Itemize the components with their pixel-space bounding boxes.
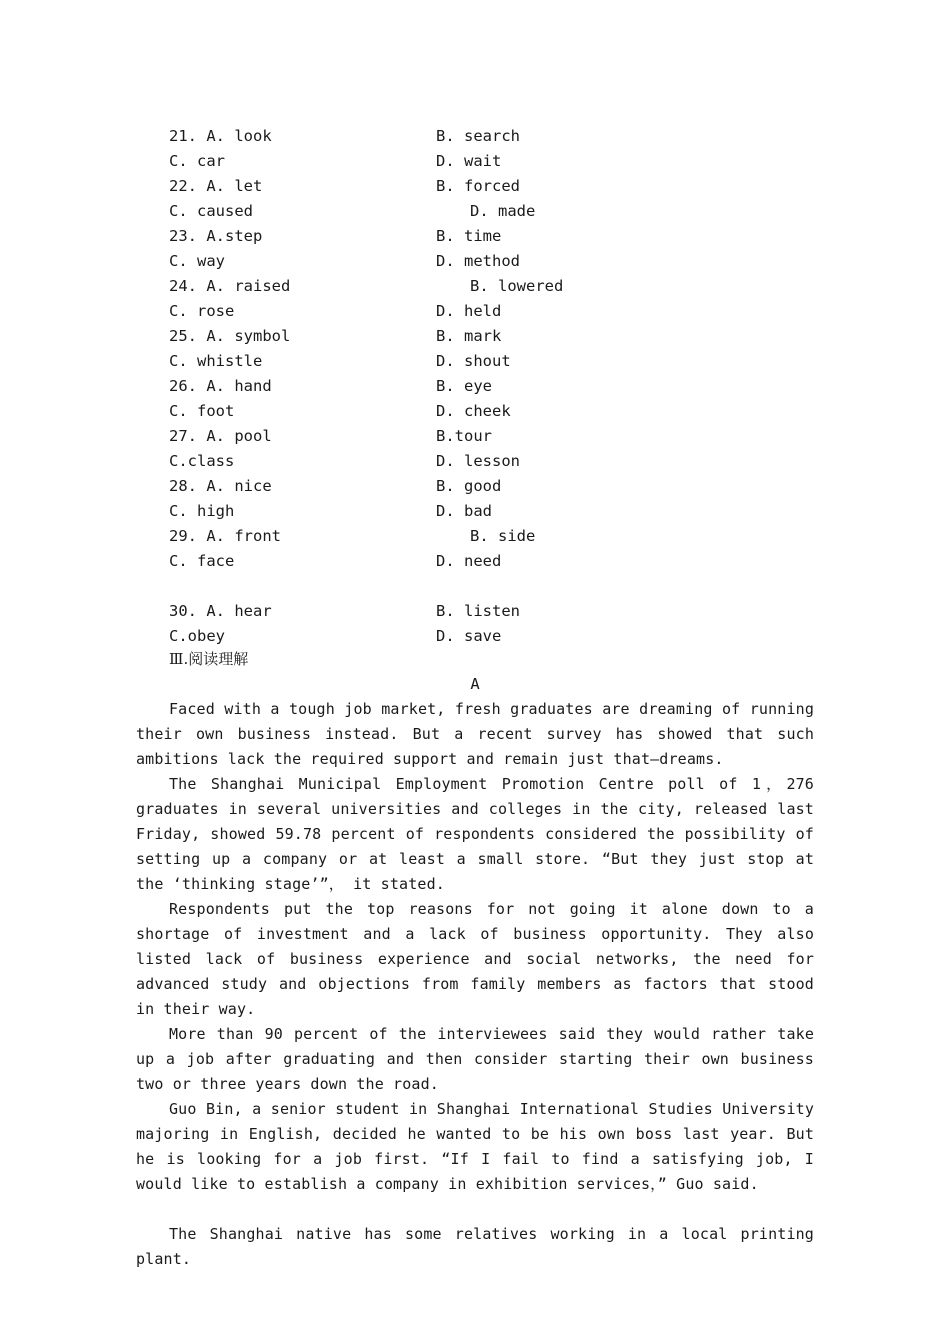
option-row [169, 224, 829, 249]
option-row [169, 624, 829, 649]
option-row [169, 349, 829, 374]
option-left: 27. A. pool [169, 427, 272, 445]
section-heading: Ⅲ.阅读理解 [169, 650, 249, 668]
option-right: B. lowered [470, 277, 564, 295]
passage-paragraph: The Shanghai native has some relatives working in a local printing plant. [136, 1225, 814, 1268]
option-row [169, 474, 829, 499]
option-row [169, 499, 829, 524]
option-left: 29. A. front [169, 527, 281, 545]
option-right: B. forced [436, 177, 520, 195]
option-left: C.class [169, 452, 235, 470]
option-left: C. rose [169, 302, 235, 320]
option-row [169, 174, 829, 199]
option-right: D. save [436, 627, 502, 645]
option-left: C. car [169, 152, 225, 170]
option-right: B. good [436, 477, 502, 495]
option-row [169, 449, 829, 474]
option-left: 26. A. hand [169, 377, 272, 395]
passage-paragraph: The Shanghai Municipal Employment Promotion Centre poll of 1，276 graduates in several universities and colleges in the city, released last Friday, showed 59.78 percent of respondents considered the possibility of setting up a company or at least a small store. “But they just stop at the ‘thinking stage’”， it stated. [136, 775, 814, 893]
option-right: D. wait [436, 152, 502, 170]
option-left: 30. A. hear [169, 602, 272, 620]
option-row [169, 199, 829, 224]
option-right: B. search [436, 127, 520, 145]
passage-paragraph: Guo Bin, a senior student in Shanghai International Studies University majoring in English, decided he wanted to be his own boss last year. But he is looking for a job first. “If I fail to find a satisfying job, I would like to establish a company in exhibition services，” Guo said. [136, 1100, 814, 1193]
option-right: D. method [436, 252, 520, 270]
option-row [169, 424, 829, 449]
option-right: B. time [436, 227, 502, 245]
option-right: D. made [470, 202, 536, 220]
option-left: 24. A. raised [169, 277, 291, 295]
option-left: C. way [169, 252, 225, 270]
option-right: B. mark [436, 327, 502, 345]
answer-options-list [169, 124, 829, 649]
option-row [169, 249, 829, 274]
option-left: C.obey [169, 627, 225, 645]
passage-paragraph: Respondents put the top reasons for not going it alone down to a shortage of investment and a lack of business opportunity. They also listed lack of business experience and social networks, the need for advanced study and objections from family members as factors that stood in their way. [136, 900, 814, 1018]
option-right: D. held [436, 302, 502, 320]
option-row [169, 274, 829, 299]
passage-paragraph: More than 90 percent of the interviewees said they would rather take up a job after graduating and then consider starting their own business two or three years down the road. [136, 1025, 814, 1093]
option-right: B. eye [436, 377, 492, 395]
passage-title: A [470, 675, 480, 693]
option-left: 28. A. nice [169, 477, 272, 495]
option-row [169, 324, 829, 349]
option-left: 25. A. symbol [169, 327, 291, 345]
option-row [169, 524, 829, 549]
option-left: 23. A.step [169, 227, 263, 245]
option-right: B.tour [436, 427, 492, 445]
option-left: C. high [169, 502, 235, 520]
option-left: 22. A. let [169, 177, 263, 195]
option-left: C. face [169, 552, 235, 570]
option-row [169, 374, 829, 399]
option-left: C. foot [169, 402, 235, 420]
option-row [169, 599, 829, 624]
blank-line [169, 574, 829, 599]
option-right: D. need [436, 552, 502, 570]
option-row [169, 399, 829, 424]
option-left: 21. A. look [169, 127, 272, 145]
option-row [169, 549, 829, 574]
option-right: B. listen [436, 602, 520, 620]
option-row [169, 299, 829, 324]
option-left: C. whistle [169, 352, 263, 370]
reading-passage [136, 697, 814, 1272]
option-right: B. side [470, 527, 536, 545]
option-right: D. bad [436, 502, 492, 520]
option-right: D. shout [436, 352, 511, 370]
option-row [169, 124, 829, 149]
option-right: D. cheek [436, 402, 511, 420]
option-right: D. lesson [436, 452, 520, 470]
option-left: C. caused [169, 202, 253, 220]
option-row [169, 149, 829, 174]
passage-paragraph: Faced with a tough job market, fresh graduates are dreaming of running their own business instead. But a recent survey has showed that such ambitions lack the required support and remain just that—dreams. [136, 700, 814, 768]
